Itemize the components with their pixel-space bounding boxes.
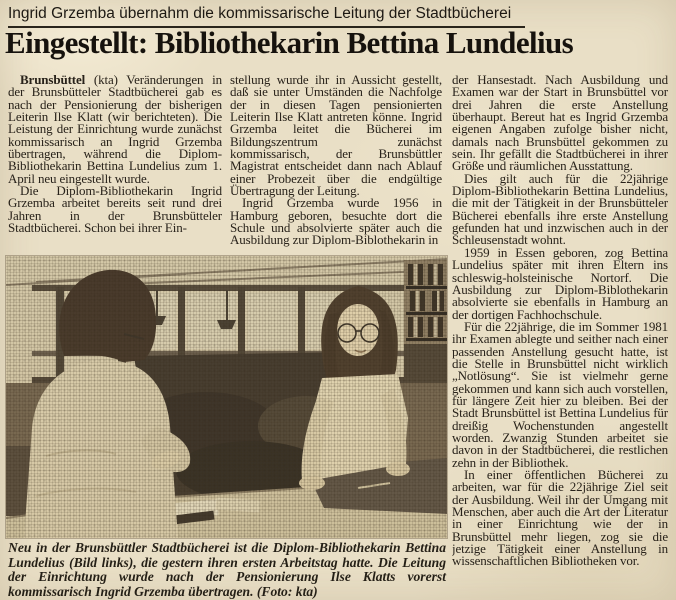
paragraph-text: (kta) Veränderungen in der Brunsbütteler Stadtbücherei gab es nach der Pensionierung der bisherigen Leiterin Ilse Klatt (wir berichteten). Die Leistung der Einrichtung wurde zunächst kommissarisch an Ingrid Grzemba übertragen, während die Diplom-Bibliothekarin Bettina Lundelius zum 1. April neu eingestellt wurde.: [8, 74, 222, 186]
dateline: Brunsbüttel: [20, 74, 86, 87]
article-column-2: [230, 74, 442, 254]
article-column-3: [452, 74, 668, 596]
photo-caption: Neu in der Brunsbüttler Stadtbücherei ist die Diplom-Bibliothekarin Bettina Lundelius (Bild links), die gestern ihren ersten Arbeitstag hatte. Die Leitung der Einrichtung wurde nach der Pensionierung Ilse Klatts vorerst kommissarisch Ingrid Grzemba übertragen. (Foto: kta): [8, 540, 446, 599]
article-paragraph: In einer öffentlichen Bücherei zu arbeiten, war für die 22jährige Ziel seit der Ausbildung. Weil ihr der Umgang mit Menschen, aber auch die Art der Literatur in einer Einrichtung wie der in Brunsbüttel mehr liegen, zog sie die jetzige Tätigkeit einer Anstellung in wissenschaftlichen Bibliotheken vor.: [452, 467, 668, 569]
article-paragraph: Für die 22jährige, die im Sommer 1981 ihr Examen ablegte und seither nach einer passenden Anstellung gesucht hatte, ist die Stelle in Brunsbüttel nicht wirklich „Notlösung“. Sie ist vielmehr gerne gekommen und kann sich auch vorstellen, für längere Zeit hier zu bleiben. Bei der Stadt Brunsbüttel ist Bettina Lundelius für dreißig Wochenstunden angestellt worden. Zwanzig Stunden arbeitet sie davon in der Stadtbücherei, die restlichen zehn in der Bibliothek.: [452, 318, 668, 470]
headline: Eingestellt: Bibliothekarin Bettina Lundelius: [5, 25, 574, 60]
article-paragraph: stellung wurde ihr in Aussicht gestellt, daß sie unter Umständen die Nachfolge der in diesen Tagen pensionierten Leiterin Ilse Klatt antreten könne. Ingrid Grzemba leitet die Bücherei im Bildungszentrum zunächst kommissarisch, der Brunsbüttler Magistrat entscheidet dann nach Ablauf einer Probezeit über die endgültige Übertragung der Leitung.: [230, 74, 442, 199]
article-paragraph: der Hansestadt. Nach Ausbildung und Examen war der Start in Brunsbüttel vor drei Jahren die erste Anstellung überhaupt. Bereut hat es Ingrid Grzemba eigenen Angaben zufolge bisher nicht, damals nach Brunsbüttel gekommen zu sein. Ihr gefällt die Stadtbücherei in ihrer Größe und räumlichen Ausstattung.: [452, 74, 668, 174]
article-paragraph: Die Diplom-Bibliothekarin Ingrid Grzemba arbeitet bereits seit rund drei Jahren in der Brunsbütteler Stadtbücherei. Schon bei ihrer Ein-: [8, 183, 222, 236]
article-paragraph: Ingrid Grzemba wurde 1956 in Hamburg geboren, besuchte dort die Schule und absolvierte später auch die Ausbildung zur Diplom-Biblothekarin in: [230, 195, 442, 248]
photo-illustration: [6, 256, 447, 538]
kicker: Ingrid Grzemba übernahm die kommissarische Leitung der Stadtbücherei: [8, 4, 525, 28]
article-column-1: [8, 74, 222, 254]
photo-library-scene: [6, 256, 447, 538]
article-paragraph: 1959 in Essen geboren, zog Bettina Lundelius später mit ihren Eltern ins schleswig-holsteinische Nortorf. Die Ausbildung zur Diplom-Biblothekarin absolvierte sie ebenfalls in Hamburg an der dortigen Fachhochschule.: [452, 244, 668, 322]
article-paragraph: [8, 74, 222, 185]
article-paragraph: Dies gilt auch für die 22jährige Diplom-Bibliothekarin Bettina Lundelius, die mit der Tätigkeit in der Brunsbütteler Bücherei ebenfalls ihre erste Anstellung gefunden hat und inzwischen auch in der Schleusenstadt wohnt.: [452, 170, 668, 248]
